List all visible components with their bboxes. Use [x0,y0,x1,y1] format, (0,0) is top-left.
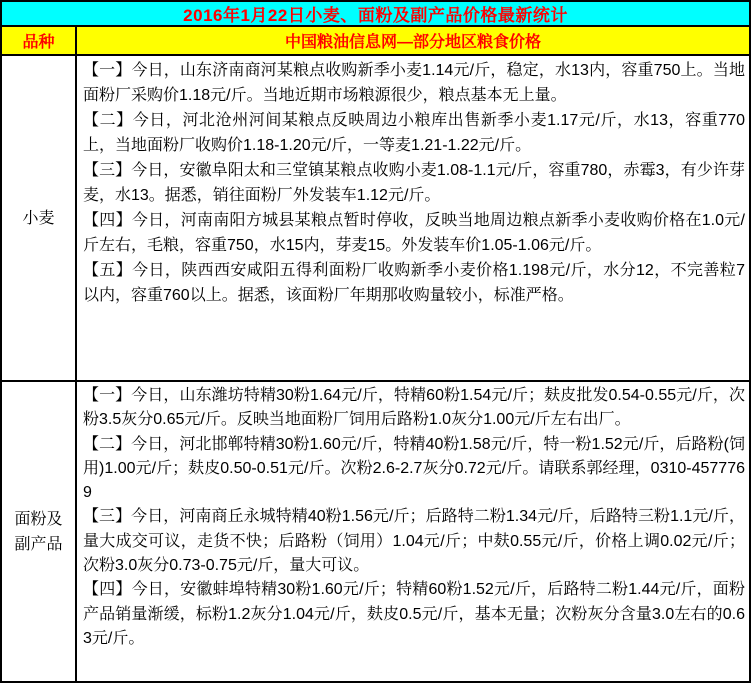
flour-paragraph-3: 【三】今日，河南商丘永城特精40粉1.56元/斤；后路特二粉1.34元/斤，后路特三粉1.1元/斤，量大成交可议，走货不快；后路粉（饲用）1.04元/斤；中麸0.55元/斤，价格上调0.02元/斤；次粉3.0灰分0.73-0.75元/斤，量大可议。 [83,508,745,575]
wheat-row [2,56,749,382]
content-column-header: 中国粮油信息网—部分地区粮食价格 [77,27,749,54]
flour-category-label: 面粉及副产品 [2,382,77,681]
flour-paragraph-1: 【一】今日，山东潍坊特精30粉1.64元/斤，特精60粉1.54元/斤；麸皮批发0.54-0.55元/斤，次粉3.5灰分0.65元/斤。反映当地面粉厂饲用后路粉1.0灰分1.00元/斤左右出厂。 [83,387,745,429]
wheat-paragraph-3: 【三】今日，安徽阜阳太和三堂镇某粮点收购小麦1.08-1.1元/斤，容重780，赤霉3，有少许芽麦，水13。据悉，销往面粉厂外发装车1.12元/斤。 [83,162,745,204]
header-row [2,27,749,56]
wheat-paragraph-2: 【二】今日，河北沧州河间某粮点反映周边小粮库出售新季小麦1.17元/斤，水13，容重770上，当地面粉厂收购价1.18-1.20元/斤，一等麦1.21-1.22元/斤。 [83,112,745,154]
flour-content [77,382,749,681]
wheat-paragraph-5: 【五】今日，陕西西安咸阳五得利面粉厂收购新季小麦价格1.198元/斤，水分12，不完善粒7以内，容重760以上。据悉，该面粉厂年期那收购量较小，标准严格。 [83,262,745,304]
category-column-header: 品种 [2,27,77,54]
flour-row [2,382,749,681]
wheat-paragraph-1: 【一】今日，山东济南商河某粮点收购新季小麦1.14元/斤，稳定，水13内，容重750上。当地面粉厂采购价1.18元/斤。当地近期市场粮源很少，粮点基本无上量。 [83,62,745,104]
flour-paragraph-4: 【四】今日，安徽蚌埠特精30粉1.60元/斤；特精60粉1.52元/斤，后路特二粉1.44元/斤，面粉产品销量渐缓，标粉1.2灰分1.04元/斤，麸皮0.5元/斤，基本无量；次粉灰分含量3.0左右的0.63元/斤。 [83,581,745,647]
table-title: 2016年1月22日小麦、面粉及副产品价格最新统计 [2,2,749,27]
wheat-paragraph-4: 【四】今日，河南南阳方城县某粮点暂时停收，反映当地周边粮点新季小麦收购价格在1.0元/斤左右，毛粮，容重750，水15内，芽麦15。外发装车价1.05-1.06元/斤。 [83,212,745,254]
flour-paragraph-2: 【二】今日，河北邯郸特精30粉1.60元/斤，特精40粉1.58元/斤，特一粉1.52元/斤，后路粉(饲用)1.00元/斤；麸皮0.50-0.51元/斤。次粉2.6-2.7灰分0.72元/斤。请联系郭经理，0310-4577769 [83,435,745,502]
wheat-content [77,56,749,380]
wheat-category-label: 小麦 [2,56,77,380]
